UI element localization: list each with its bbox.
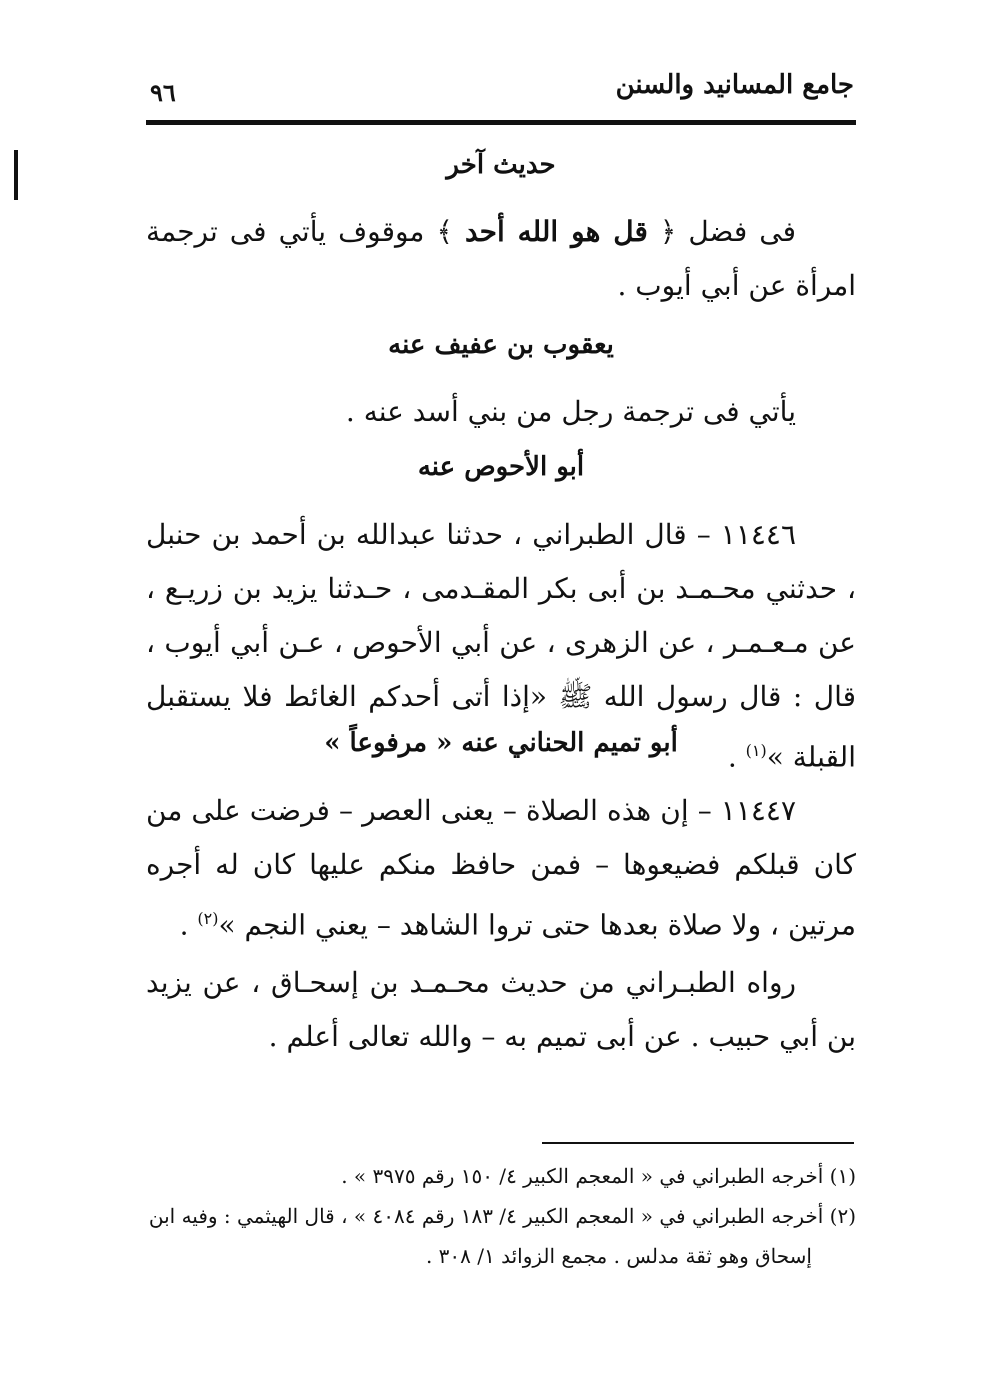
paragraph-text: فى فضل ﴿	[647, 215, 796, 248]
footnote-2: (٢) أخرجه الطبراني في « المعجم الكبير ٤/ ١٨٣ رقم ٤٠٨٤ » ، قال الهيثمي : وفيه ابن	[148, 1204, 856, 1228]
paragraph: يأتي فى ترجمة رجل من بني أسد عنه .	[345, 395, 796, 428]
paragraph-text: ﴾ موقوف يأتي فى ترجمة امرأة عن أبي أيوب .	[146, 215, 856, 302]
footnotes	[146, 1156, 856, 1276]
footnote-2-continued: إسحاق وهو ثقة مدلس . مجمع الزوائد ١/ ٣٠٨ .	[425, 1244, 812, 1268]
paragraph: رواه الطبـراني من حديث محـمـد بن إسحـاق ، عن يزيد بن أبي حبيب . عن أبى تميم به – والله تعالى أعلم .	[146, 966, 856, 1053]
footnote-ref: (١)	[745, 741, 767, 760]
page-number: ٩٦	[150, 78, 176, 107]
paragraph-text: ١١٤٤٦ – قال الطبراني ، حدثنا عبدالله بن أحمد بن حنبل ، حدثني محـمـد بن أبى بكر المقـدمى ، حـدثنا يزيد بن زريـع ، عن مـعـمـر ، عن الزهرى ، عن أبي الأحوص ، عـن أبي أيوب ، قال : قال رسول الله ﷺ «إذا أتى أحدكم الغائط فلا يستقبل القبلة »	[146, 518, 856, 774]
section-heading: أبو الأحوص عنه	[417, 452, 585, 482]
paragraph-text: ١١٤٤٧ – إن هذه الصلاة – يعنى العصر – فرضت على من كان قبلكم فضيعوها – فمن حافظ منكم عليها كان له أجره مرتين ، ولا صلاة بعدها حتى تروا الشاهد – يعني النجم »	[146, 794, 856, 942]
running-header-title: جامع المسانيد والسنن	[615, 70, 854, 100]
paragraph	[146, 205, 856, 313]
section-heading: حديث آخر	[446, 150, 556, 180]
margin-mark	[14, 150, 18, 200]
paragraph-end: .	[179, 908, 198, 942]
header-rule	[146, 120, 856, 125]
footnote-rule	[542, 1142, 854, 1144]
paragraph-end: .	[727, 740, 746, 774]
hadith-paragraph	[146, 784, 856, 952]
footnote-1: (١) أخرجه الطبراني في « المعجم الكبير ٤/ ١٥٠ رقم ٣٩٧٥ » .	[341, 1164, 856, 1188]
section-heading: يعقوب بن عفيف عنه	[388, 330, 614, 360]
section-heading: أبو تميم الحناني عنه « مرفوعاً »	[324, 728, 678, 758]
footnote-ref: (٢)	[197, 909, 219, 928]
quran-phrase: قل هو الله أحد	[464, 215, 648, 248]
